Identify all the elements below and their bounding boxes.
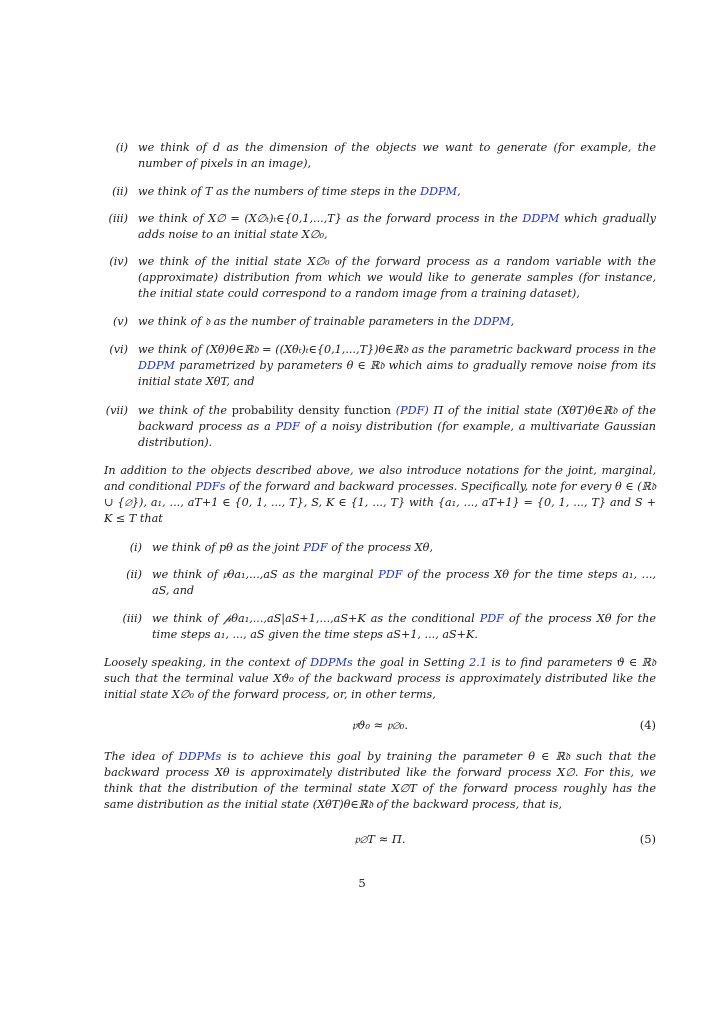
paragraph-text-pre: In addition to the objects described above, we also introduce notations for the joint, marginal, and conditional [104, 464, 656, 493]
list-item [104, 140, 656, 172]
item-label: (v) [112, 315, 128, 328]
item-text-pre: we think of (Xθ)θ∈ℝ𝔡 = ((Xθₜ)ₜ∈{0,1,...,T})θ∈ℝ𝔡 as the parametric backward process in the [138, 343, 656, 356]
item-text-post: Π of the initial state (XθT)θ∈ℝ𝔡 of the backward process as a [138, 404, 656, 433]
item-label: (iii) [108, 212, 128, 225]
list-item [104, 184, 656, 200]
setting-ref-link[interactable]: 2.1 [469, 656, 487, 669]
equation-math: 𝔭∅T ≈ Π. [354, 832, 406, 846]
item-text-pre: we think of 𝔭θa₁,...,aS as the marginal [152, 568, 374, 581]
item-text [152, 611, 656, 643]
equation-math: 𝔭ϑ₀ ≈ 𝔭∅₀. [351, 718, 409, 732]
paragraph-text-mid: the goal in Setting [357, 656, 465, 669]
paragraph-text-post: is to find parameters ϑ ∈ ℝ𝔡 such that the terminal value Xϑ₀ of the backward process is approximately distributed like the initial state X∅₀ of the forward process, or, in other terms, [104, 656, 657, 701]
item-text-post: of the process Xθ, [331, 541, 433, 554]
equation-number: (5) [639, 832, 656, 846]
item-text-pre: we think of T as the numbers of time steps in the [138, 185, 417, 198]
ddpm-link[interactable]: DDPM [420, 185, 458, 198]
paragraph-text-post: of the forward and backward processes. Specifically, note for every θ ∈ (ℝ𝔡 ∪ {∅}), a₁, ..., aT+1 ∈ {0, 1, ..., T}, S, K ∈ {1, ..., T} with {a₁, ..., aT+1} = {0, 1, ..., T} and S + K ≤ T that [104, 480, 656, 525]
paragraph-text-pre: The idea of [104, 750, 173, 763]
page-number: 5 [358, 876, 366, 890]
item-text [138, 184, 656, 200]
list-item [104, 314, 656, 330]
ddpm-link[interactable]: DDPM [473, 315, 511, 328]
list-item [104, 211, 656, 243]
paragraph-text-post: is to achieve this goal by training the parameter θ ∈ ℝ𝔡 such that the backward process Xθ is approximately distributed like the forward process X∅. For this, we think that the distribution of the terminal state X∅T of the forward process roughly has the same distribution as the initial state (XθT)θ∈ℝ𝔡 of the backward process, that is, [104, 750, 656, 811]
paragraph [104, 463, 656, 527]
item-label: (ii) [112, 185, 128, 198]
list-item [104, 254, 656, 302]
paragraph-text-pre: Loosely speaking, in the context of [104, 656, 306, 669]
item-text-pre: we think of the [138, 404, 227, 417]
item-text-post: of the process Xθ for the time steps a₁, ..., aS, and [152, 568, 656, 597]
item-text [152, 540, 656, 556]
item-text [138, 314, 656, 330]
item-text-pre: we think of pθ as the joint [152, 541, 300, 554]
list-item [104, 567, 656, 599]
ddpms-link[interactable]: DDPMs [178, 750, 222, 763]
pdf-link[interactable]: PDF [303, 541, 328, 554]
item-label: (iv) [109, 255, 128, 268]
item-label: (vi) [109, 343, 128, 356]
item-text [138, 342, 656, 390]
item-text: we think of d as the dimension of the objects we want to generate (for example, the number of pixels in an image), [138, 141, 656, 170]
item-text-post: , [457, 185, 461, 198]
pdf-link[interactable]: (PDF) [395, 404, 429, 417]
list-item [104, 611, 656, 643]
equation-number: (4) [639, 718, 656, 732]
pdf-link[interactable]: PDF [275, 420, 300, 433]
item-text-post: of the process Xθ for the time steps a₁, ..., aS given the time steps aS+1, ..., aS+K. [152, 612, 656, 641]
list-item [104, 342, 656, 390]
item-text-pre: we think of X∅ = (X∅ₜ)ₜ∈{0,1,...,T} as the forward process in the [138, 212, 518, 225]
equation-5 [104, 832, 656, 850]
term-text: probability density function [231, 404, 391, 417]
pdf-link[interactable]: PDF [479, 612, 504, 625]
paragraph [104, 655, 656, 703]
pdf-link[interactable]: PDF [378, 568, 403, 581]
item-text-pre: we think of 𝔡 as the number of trainable parameters in the [138, 315, 471, 328]
paragraph [104, 749, 656, 813]
item-label: (i) [129, 541, 142, 554]
item-text-post2: of a noisy distribution (for example, a multivariate Gaussian distribution). [138, 420, 656, 449]
item-text [138, 211, 656, 243]
list-item [104, 403, 656, 451]
list-item [104, 540, 656, 556]
equation-4 [104, 718, 656, 736]
item-text [138, 403, 656, 451]
item-label: (vii) [105, 404, 128, 417]
ddpms-link[interactable]: DDPMs [310, 656, 353, 669]
ddpm-link[interactable]: DDPM [138, 359, 175, 372]
item-text [152, 567, 656, 599]
item-text: we think of the initial state X∅₀ of the forward process as a random variable with the (approximate) distribution from which we would like to generate samples (for instance, the initial state could correspond to a random image from a training dataset), [138, 255, 656, 300]
item-label: (ii) [126, 568, 142, 581]
item-text-post: , [510, 315, 515, 328]
ddpm-link[interactable]: DDPM [522, 212, 560, 225]
item-label: (iii) [122, 612, 142, 625]
item-text-post: parametrized by parameters θ ∈ ℝ𝔡 which aims to gradually remove noise from its initial state XθT, and [138, 359, 656, 388]
item-text-post: which gradually adds noise to an initial state X∅₀, [138, 212, 656, 241]
pdfs-link[interactable]: PDFs [195, 480, 226, 493]
item-label: (i) [115, 141, 128, 154]
item-text-pre: we think of 𝓅θa₁,...,aS|aS+1,...,aS+K as the conditional [152, 612, 475, 625]
